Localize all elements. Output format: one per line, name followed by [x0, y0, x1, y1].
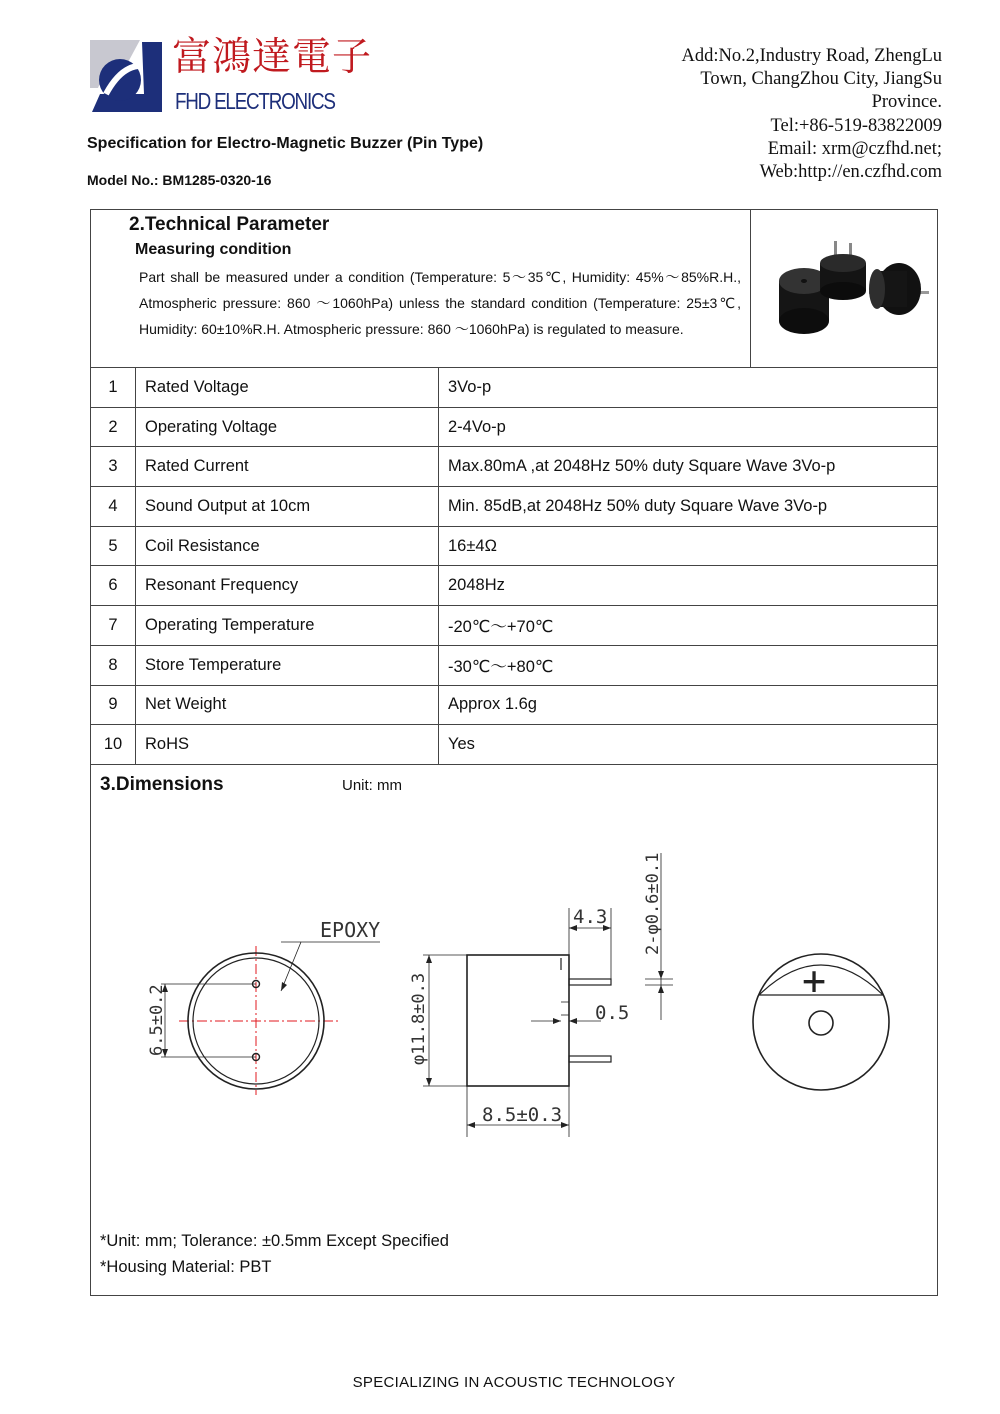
pin-diameter-label: 2-φ0.6±0.1	[643, 852, 663, 955]
parameter-value: -20℃～+70℃	[439, 606, 938, 646]
height-label: 8.5±0.3	[482, 1103, 563, 1126]
housing-material-note: *Housing Material: PBT	[100, 1257, 272, 1276]
address-line: Province.	[871, 92, 942, 113]
parameter-value: 3Vo-p	[439, 368, 938, 408]
parameter-name: Rated Current	[136, 447, 439, 487]
row-number: 6	[91, 566, 136, 606]
model-number: Model No.: BM1285-0320-16	[87, 172, 272, 188]
address-line: Town, ChangZhou City, JiangSu	[700, 69, 942, 90]
table-row	[91, 447, 938, 487]
dimensions-section	[91, 764, 938, 1295]
company-address	[522, 45, 942, 184]
technical-parameter-section	[91, 210, 751, 368]
row-number: 10	[91, 725, 136, 765]
section-title: 3.Dimensions	[100, 773, 224, 795]
table-row	[91, 368, 938, 408]
row-number: 5	[91, 526, 136, 566]
row-number: 3	[91, 447, 136, 487]
dimension-drawing	[91, 765, 937, 1293]
bottom-view-drawing	[753, 954, 889, 1090]
parameter-value: 2-4Vo-p	[439, 407, 938, 447]
gap-label: 0.5	[595, 1001, 630, 1024]
parameter-value: 16±4Ω	[439, 526, 938, 566]
parameter-value: Yes	[439, 725, 938, 765]
buzzer-photo	[754, 231, 934, 341]
epoxy-label: EPOXY	[320, 917, 381, 942]
row-number: 8	[91, 645, 136, 685]
parameter-name: Sound Output at 10cm	[136, 487, 439, 527]
parameter-name: Rated Voltage	[136, 368, 439, 408]
section-title: 2.Technical Parameter	[129, 214, 330, 235]
diameter-label: φ11.8±0.3	[409, 972, 429, 1065]
parameter-name: Operating Voltage	[136, 407, 439, 447]
spec-title: Specification for Electro-Magnetic Buzzer (Pin Type)	[87, 135, 484, 152]
table-row	[91, 606, 938, 646]
web-line: Web:http://en.czfhd.com	[759, 162, 942, 183]
parameter-value: -30℃～+80℃	[439, 645, 938, 685]
table-row	[91, 407, 938, 447]
parameter-name: Store Temperature	[136, 645, 439, 685]
spec-table	[90, 209, 938, 1296]
parameter-name: Resonant Frequency	[136, 566, 439, 606]
parameter-name: Coil Resistance	[136, 526, 439, 566]
polarity-plus-label: +	[802, 957, 827, 1004]
email-line: Email: xrm@czfhd.net;	[767, 138, 942, 159]
row-number: 2	[91, 407, 136, 447]
product-photo-cell	[751, 210, 938, 368]
measuring-condition-title: Measuring condition	[135, 241, 292, 258]
table-row	[91, 526, 938, 566]
unit-label: Unit: mm	[342, 776, 402, 794]
parameter-value: Min. 85dB,at 2048Hz 50% duty Square Wave 3Vo-p	[439, 487, 938, 527]
parameter-value: 2048Hz	[439, 566, 938, 606]
table-row	[91, 645, 938, 685]
parameter-name: Net Weight	[136, 685, 439, 725]
measuring-condition-text: Part shall be measured under a condition (Temperature: 5～35℃, Humidity: 45%～85%R.H., Atmospheric pressure: 860 ～1060hPa) unless the standard condition (Temperature: 25±3℃, Humidity: 60±10%R.H. Atmospheric pressure: 860 ～1060hPa) is regulated to measure.	[139, 269, 741, 337]
table-row	[91, 566, 938, 606]
table-row	[91, 487, 938, 527]
row-number: 7	[91, 606, 136, 646]
row-number: 1	[91, 368, 136, 408]
parameter-value: Max.80mA ,at 2048Hz 50% duty Square Wave 3Vo-p	[439, 447, 938, 487]
parameter-name: Operating Temperature	[136, 606, 439, 646]
company-logo-icon	[86, 38, 166, 114]
row-number: 9	[91, 685, 136, 725]
row-number: 4	[91, 487, 136, 527]
pin-length-label: 4.3	[573, 905, 608, 928]
logo-chinese-name: 富鴻達電子	[172, 35, 373, 80]
top-view-drawing	[147, 918, 380, 1095]
phone-line: Tel:+86-519-83822009	[770, 115, 942, 136]
tolerance-note: *Unit: mm; Tolerance: ±0.5mm Except Specified	[100, 1231, 449, 1250]
pin-spacing-label: 6.5±0.2	[147, 984, 167, 1056]
footer-tagline: SPECIALIZING IN ACOUSTIC TECHNOLOGY	[352, 1374, 676, 1391]
parameter-value: Approx 1.6g	[439, 685, 938, 725]
parameter-name: RoHS	[136, 725, 439, 765]
side-view-drawing	[409, 853, 673, 1137]
table-row	[91, 725, 938, 765]
logo-english-name: FHD ELECTRONICS	[175, 88, 335, 114]
table-row	[91, 685, 938, 725]
address-line: Add:No.2,Industry Road, ZhengLu	[681, 46, 942, 66]
